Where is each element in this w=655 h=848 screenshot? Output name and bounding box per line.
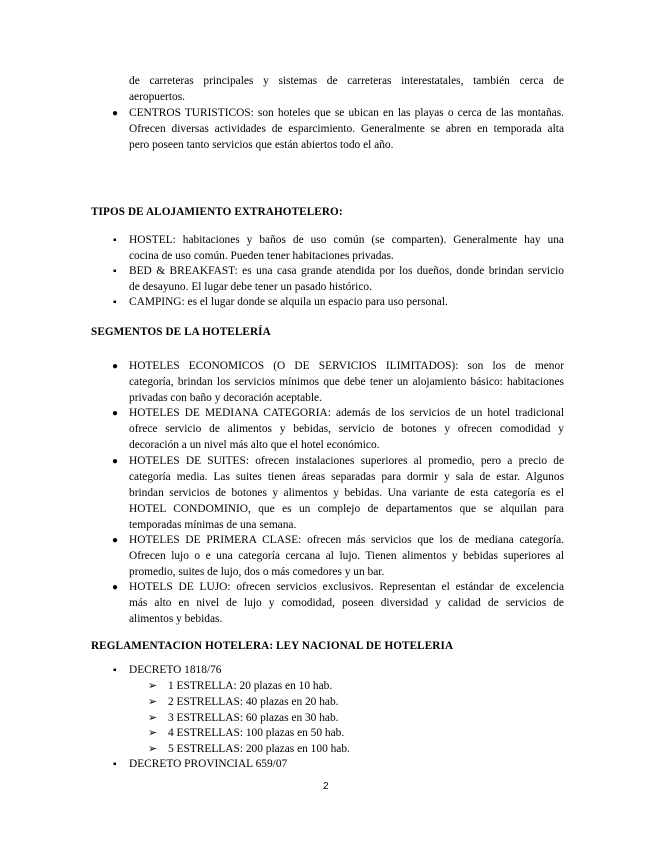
arrow-bullet-icon: ➢	[148, 712, 158, 724]
list-item-line: promedio, suites de lujo, dos o más comedores y un bar.	[129, 566, 385, 578]
list-item-line: más alto en nivel de lujo y comodidad, poseen diversidad y calidad de servicios de	[129, 597, 564, 609]
list-item-line: privadas con baño y decoración aceptable.	[129, 392, 322, 404]
list-item-line: brindan servicios de botones y alimentos y bebidas. Una variante de esta categoría es el	[129, 487, 564, 499]
continuation-line: de carreteras principales y sistemas de carreteras interestatales, también cerca de	[129, 75, 564, 87]
bullet-dot: ●	[112, 582, 119, 593]
star-rating-item: 4 ESTRELLAS: 100 plazas en 50 hab.	[168, 727, 345, 739]
list-item-line: Ofrecen lujo o e una categoría cercana al lujo. Tienen alimentos y bebidas superiores al	[129, 550, 564, 562]
arrow-bullet-icon: ➢	[148, 727, 158, 739]
bullet-dot: ●	[112, 456, 119, 467]
star-rating-item: 3 ESTRELLAS: 60 plazas en 30 hab.	[168, 712, 339, 724]
list-item-line: ofrece servicio de alimentos y bebidas, servicio de botones y ofrecen comodidad y	[129, 423, 564, 435]
arrow-bullet-icon: ➢	[148, 743, 158, 755]
page-number: 2	[323, 781, 329, 792]
star-rating-item: 5 ESTRELLAS: 200 plazas en 100 hab.	[168, 743, 350, 755]
arrow-bullet-icon: ➢	[148, 680, 158, 692]
list-item-line: HOTELES DE PRIMERA CLASE: ofrecen más servicios que los de mediana categoría.	[129, 534, 564, 546]
list-item-line: CAMPING: es el lugar donde se alquila un espacio para uso personal.	[129, 296, 448, 308]
list-item-line: de desayuno. El lugar debe tener un pasado histórico.	[129, 281, 372, 293]
star-rating-item: 1 ESTRELLA: 20 plazas en 10 hab.	[168, 680, 333, 692]
list-item-line: HOTELES ECONOMICOS (O DE SERVICIOS ILIMITADOS): son los de menor	[129, 360, 564, 372]
bullet-square: ▪	[113, 266, 117, 277]
bullet-dot: ●	[112, 535, 119, 546]
bullet-square: ▪	[113, 235, 117, 246]
list-item-line: Ofrecen diversas actividades de esparcimiento. Generalmente se abren en temporada alta	[129, 123, 564, 135]
bullet-square: ▪	[113, 665, 117, 676]
continuation-line: aeropuertos.	[129, 91, 185, 103]
bullet-square: ▪	[113, 297, 117, 308]
list-item-line: DECRETO 1818/76	[129, 664, 222, 676]
arrow-bullet-icon: ➢	[148, 696, 158, 708]
bullet-dot: ●	[112, 361, 119, 372]
list-item-line: HOSTEL: habitaciones y baños de uso común (se comparten). Generalmente hay una	[129, 234, 564, 246]
list-item-line: BED & BREAKFAST: es una casa grande atendida por los dueños, donde brindan servicio	[129, 265, 564, 277]
list-item-line: categoría, brindan los servicios mínimos que debe tener un alojamiento básico: habitaciones	[129, 376, 564, 388]
list-item-line: DECRETO PROVINCIAL 659/07	[129, 758, 288, 770]
bullet-dot: ●	[112, 108, 119, 119]
list-item-line: HOTELES DE SUITES: ofrecen instalaciones superiores al promedio, pero a precio de	[129, 455, 564, 467]
list-item-line: cocina de uso común. Pueden tener habitaciones privadas.	[129, 250, 394, 262]
section-heading: REGLAMENTACION HOTELERA: LEY NACIONAL DE HOTELERIA	[91, 640, 454, 652]
list-item-line: CENTROS TURISTICOS: son hoteles que se ubican en las playas o cerca de las montañas.	[129, 107, 564, 119]
list-item-line: HOTELES DE MEDIANA CATEGORIA: además de los servicios de un hotel tradicional	[129, 407, 564, 419]
list-item-line: HOTEL CONDOMINIO, que es un complejo de departamentos que se alquilan para	[129, 503, 564, 515]
bullet-dot: ●	[112, 408, 119, 419]
section-heading: SEGMENTOS DE LA HOTELERÍA	[91, 326, 271, 338]
list-item-line: categoría media. Las suites tienen áreas separadas para dormir y sala de estar. Algunos	[129, 471, 564, 483]
list-item-line: temporadas mínimas de una semana.	[129, 519, 297, 531]
list-item-line: pero poseen tanto servicios que están abiertos todo el año.	[129, 139, 394, 151]
list-item-line: alimentos y bebidas.	[129, 613, 223, 625]
list-item-line: decoración a un nivel más alto que el hotel económico.	[129, 439, 380, 451]
bullet-square: ▪	[113, 759, 117, 770]
star-rating-item: 2 ESTRELLAS: 40 plazas en 20 hab.	[168, 696, 339, 708]
section-heading: TIPOS DE ALOJAMIENTO EXTRAHOTELERO:	[91, 206, 343, 218]
list-item-line: HOTELS DE LUJO: ofrecen servicios exclusivos. Representan el estándar de excelencia	[129, 581, 564, 593]
